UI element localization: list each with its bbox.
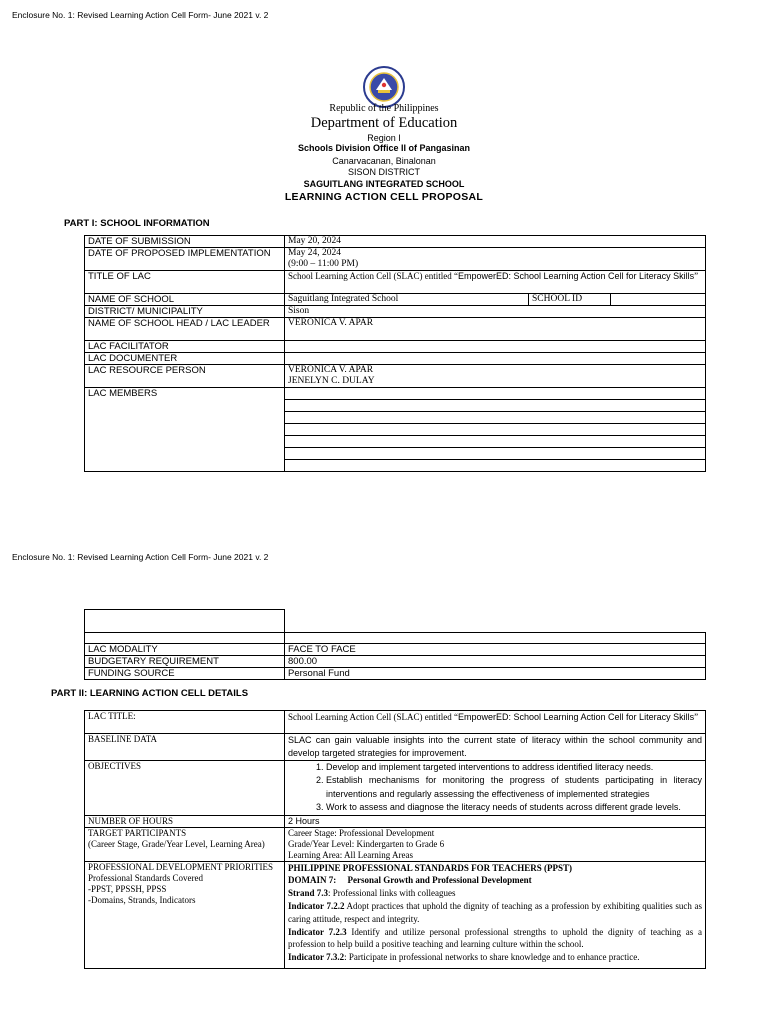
- row-label: DISTRICT/ MUNICIPALITY: [85, 306, 285, 318]
- member-line: [285, 424, 705, 436]
- table-row: [85, 610, 706, 633]
- row-label: LAC TITLE:: [85, 711, 285, 734]
- objective-item: 3. Work to assess and diagnose the literacy needs of students across different grade levels.: [326, 801, 702, 814]
- blank-cell: [285, 610, 706, 633]
- lac-title-name: EmpowerED: School Learning Action Cell for Literacy Skills: [457, 271, 695, 281]
- submission-date-value: May 20, 2024: [285, 236, 706, 248]
- strand-label: Strand 7.3: [288, 888, 329, 899]
- table-row: [85, 711, 706, 734]
- members-list: [285, 388, 706, 472]
- form-title: LEARNING ACTION CELL PROPOSAL: [284, 191, 484, 203]
- table-row: [85, 633, 706, 644]
- participants-subtitle: (Career Stage, Grade/Year Level, Learning Area): [88, 838, 265, 849]
- indicator-label: Indicator 7.3.2: [288, 952, 345, 963]
- table-row: [85, 656, 706, 668]
- member-line: [285, 412, 705, 424]
- ppst-heading: PHILIPPINE PROFESSIONAL STANDARDS FOR TEACHERS (PPST): [288, 862, 572, 873]
- funding-value: Personal Fund: [285, 668, 706, 680]
- row-label: LAC MEMBERS: [85, 388, 285, 472]
- table-row: [85, 353, 706, 365]
- domain-line: [288, 874, 702, 887]
- lac-title-prefix: School Learning Action Cell (SLAC) entitled “: [288, 271, 458, 281]
- lac-title-suffix: ”: [694, 271, 699, 281]
- table-row: [85, 294, 706, 306]
- member-line: [285, 448, 705, 460]
- lac-title-value: [285, 271, 706, 294]
- row-label: NAME OF SCHOOL: [85, 294, 285, 306]
- baseline-value: SLAC can gain valuable insights into the current state of literacy within the school community and develop targeted strategies for improvement.: [285, 734, 706, 761]
- member-line: [285, 436, 705, 448]
- school-info-table: [84, 235, 706, 472]
- indicator-line: [288, 926, 702, 952]
- objectives-list: [285, 761, 706, 816]
- strand-line: [288, 887, 702, 900]
- table-row: [85, 236, 706, 248]
- modality-value: FACE TO FACE: [285, 644, 706, 656]
- hours-value: 2 Hours: [285, 815, 706, 827]
- row-label: LAC DOCUMENTER: [85, 353, 285, 365]
- region-line: Region I: [367, 133, 401, 143]
- objective-item: 2. Establish mechanisms for monitoring the progress of students participating in literacy interventions and regularly assessing the effectiveness of implemented strategies: [326, 774, 702, 801]
- pd-label: [85, 861, 285, 968]
- indicator-text: Adopt practices that uphold the dignity of teaching as a profession by exhibiting qualities such as caring attitude, respect and integrity.: [288, 901, 702, 924]
- division-line: Schools Division Office II of Pangasinan: [297, 143, 471, 153]
- objective-item: 1. Develop and implement targeted interventions to address identified literacy needs.: [326, 761, 702, 774]
- resource-person-1: VERONICA V. APAR: [288, 365, 374, 375]
- table-row: [85, 271, 706, 294]
- table-row: [85, 734, 706, 761]
- pd-standards-1: -PPST, PPSSH, PPSS: [88, 883, 167, 894]
- row-label: NAME OF SCHOOL HEAD / LAC LEADER: [85, 318, 285, 341]
- table-row: [85, 815, 706, 827]
- participants-label: [85, 827, 285, 861]
- strand-text: : Professional links with colleagues: [328, 888, 456, 899]
- lac-title-value: [285, 711, 706, 734]
- pd-title: PROFESSIONAL DEVELOPMENT PRIORITIES: [88, 861, 274, 872]
- district-value: Sison: [285, 306, 706, 318]
- table-row: [85, 668, 706, 680]
- pd-standards: Professional Standards Covered: [88, 872, 203, 883]
- indicator-line: [288, 900, 702, 926]
- enclosure-label-2: Enclosure No. 1: Revised Learning Action Cell Form- June 2021 v. 2: [12, 552, 269, 562]
- table-row: [85, 861, 706, 968]
- participants-title: TARGET PARTICIPANTS: [88, 827, 187, 838]
- lac-details-table: [84, 710, 706, 969]
- indicator-text: Identify and utilize personal professional strengths to uphold the dignity of teaching as a profession to help build a positive teaching and learning culture within the school.: [288, 926, 702, 950]
- part2-heading: PART II: LEARNING ACTION CELL DETAILS: [51, 688, 249, 699]
- deped-seal-icon: [363, 66, 405, 108]
- table-row: [85, 365, 706, 388]
- row-label: FUNDING SOURCE: [85, 668, 285, 680]
- republic-line: Republic of the Philippines: [329, 103, 439, 114]
- table-row: [85, 248, 706, 271]
- pd-standards-2: -Domains, Strands, Indicators: [88, 894, 196, 905]
- member-line: [285, 460, 705, 471]
- row-label: TITLE OF LAC: [85, 271, 285, 294]
- district-line: SISON DISTRICT: [347, 167, 420, 177]
- table-row: [85, 318, 706, 341]
- row-label: LAC RESOURCE PERSON: [85, 365, 285, 388]
- grade-level: Grade/Year Level: Kindergarten to Grade 6: [288, 838, 445, 849]
- funding-table: [84, 609, 706, 680]
- indicator-label: Indicator 7.2.2: [288, 901, 345, 912]
- blank-cell: [285, 633, 706, 644]
- implementation-date-value: [285, 248, 706, 271]
- blank-cell: [85, 610, 285, 633]
- member-line: [285, 388, 705, 400]
- facilitator-value: [285, 341, 706, 353]
- row-label: DATE OF PROPOSED IMPLEMENTATION: [85, 248, 285, 271]
- career-stage: Career Stage: Professional Development: [288, 827, 435, 838]
- implementation-date: May 24, 2024: [288, 248, 342, 258]
- table-row: [85, 388, 706, 472]
- member-line: [285, 400, 705, 412]
- row-label: LAC FACILITATOR: [85, 341, 285, 353]
- department-name: Department of Education: [310, 115, 458, 131]
- blank-cell: [85, 633, 285, 644]
- lac-title-prefix: School Learning Action Cell (SLAC) entitled “: [288, 712, 458, 722]
- row-label: OBJECTIVES: [85, 761, 285, 816]
- row-label: DATE OF SUBMISSION: [85, 236, 285, 248]
- indicator-text: : Participate in professional networks to share knowledge and to enhance practice.: [344, 952, 640, 963]
- domain-label: DOMAIN 7:: [288, 875, 337, 886]
- table-row: [85, 306, 706, 318]
- budget-value: 800.00: [285, 656, 706, 668]
- table-row: [85, 827, 706, 861]
- address-line: Canarvacanan, Binalonan: [332, 156, 436, 166]
- row-label: NUMBER OF HOURS: [85, 815, 285, 827]
- documenter-value: [285, 353, 706, 365]
- implementation-time: (9:00 – 11:00 PM): [288, 259, 359, 269]
- pd-value: [285, 861, 706, 968]
- table-row: [85, 644, 706, 656]
- table-row: [85, 341, 706, 353]
- school-head-value: VERONICA V. APAR: [285, 318, 706, 341]
- row-label: LAC MODALITY: [85, 644, 285, 656]
- resource-person-2: JENELYN C. DULAY: [288, 376, 375, 386]
- indicator-line: [288, 951, 702, 964]
- learning-area: Learning Area: All Learning Areas: [288, 849, 413, 860]
- domain-text: Personal Growth and Professional Development: [347, 875, 532, 886]
- school-name-value: Saguitlang Integrated School: [285, 294, 529, 306]
- table-row: [85, 761, 706, 816]
- row-label: BUDGETARY REQUIREMENT: [85, 656, 285, 668]
- school-id-label: SCHOOL ID: [529, 294, 611, 306]
- row-label: BASELINE DATA: [85, 734, 285, 761]
- resource-person-value: [285, 365, 706, 388]
- lac-title-name: EmpowerED: School Learning Action Cell for Literacy Skills: [457, 712, 695, 722]
- school-line: SAGUITLANG INTEGRATED SCHOOL: [303, 179, 465, 189]
- enclosure-label: Enclosure No. 1: Revised Learning Action Cell Form- June 2021 v. 2: [12, 10, 269, 20]
- participants-value: [285, 827, 706, 861]
- part1-heading: PART I: SCHOOL INFORMATION: [64, 218, 210, 229]
- school-id-value: [611, 294, 706, 306]
- indicator-label: Indicator 7.2.3: [288, 926, 347, 937]
- lac-title-suffix: ”: [694, 712, 699, 722]
